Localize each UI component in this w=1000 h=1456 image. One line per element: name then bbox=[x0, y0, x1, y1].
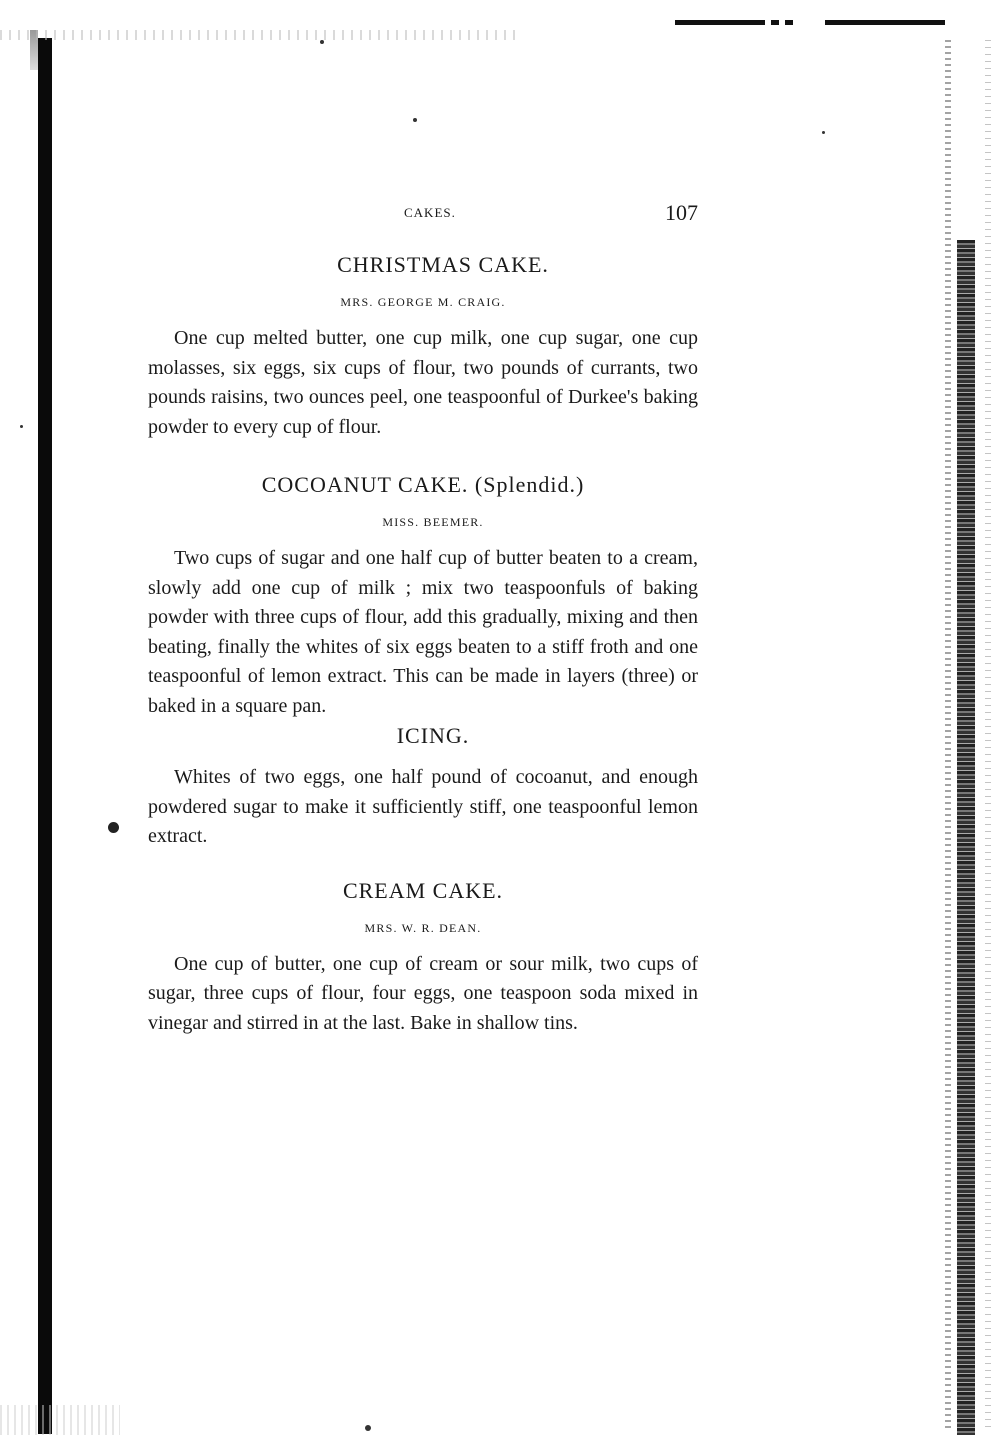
scan-speck bbox=[20, 425, 23, 428]
page-number: 107 bbox=[665, 200, 698, 225]
scan-binding-shadow bbox=[38, 38, 52, 1434]
running-head-section: CAKES. bbox=[404, 205, 456, 220]
scan-top-speckle bbox=[0, 30, 520, 40]
recipe-title: CHRISTMAS CAKE. bbox=[337, 252, 549, 277]
scan-right-edge bbox=[957, 240, 975, 1435]
recipe-author: MRS. GEORGE M. CRAIG. bbox=[340, 295, 506, 309]
recipe-text: One cup melted butter, one cup milk, one cup sugar, one cup molasses, six eggs, six cups of flour, two pounds of currants, two pounds raisins, two ounces peel, one teaspoonful of Durkee's baking powder to every cup of flour. bbox=[148, 327, 698, 438]
recipe-text: Two cups of sugar and one half cup of butter beaten to a cream, slowly add one cup of milk ; mix two teaspoonfuls of baking powder with three cups of flour, add this gradually, mixing and then beating, finally the whites of six eggs beaten to a stiff froth and one teaspoonful of lemon extract. This can be made in layers (three) or baked in a square pan. bbox=[148, 547, 698, 717]
running-head bbox=[148, 200, 698, 227]
recipe-cocoanut-cake bbox=[148, 470, 698, 721]
recipe-christmas-cake bbox=[148, 250, 698, 442]
scan-right-edge-thin bbox=[945, 40, 951, 1430]
recipe-text: Whites of two eggs, one half pound of cocoanut, and enough powdered sugar to make it sufficiently stiff, one teaspoonful lemon extract. bbox=[148, 766, 698, 847]
recipe-icing bbox=[148, 721, 698, 852]
recipe-title: COCOANUT CAKE. (Splendid.) bbox=[261, 472, 585, 497]
scan-bottom-smudge bbox=[0, 1405, 120, 1435]
scan-speck bbox=[365, 1425, 371, 1431]
scan-right-edge-outer bbox=[985, 40, 991, 1430]
scan-speck bbox=[413, 118, 417, 122]
scan-speck bbox=[822, 131, 825, 134]
scan-top-dashes bbox=[675, 20, 945, 25]
recipe-author: MISS. BEEMER. bbox=[382, 515, 484, 529]
recipe-title: CREAM CAKE. bbox=[342, 877, 504, 903]
recipe-text: One cup of butter, one cup of cream or sour milk, two cups of sugar, three cups of flour, four eggs, one teaspoon soda mixed in vinegar and stirred in at the last. Bake in shallow tins. bbox=[148, 952, 698, 1034]
recipe-author: MRS. W. R. DEAN. bbox=[364, 920, 482, 935]
page-body bbox=[148, 250, 698, 1038]
scan-speck bbox=[320, 40, 324, 44]
recipe-cream-cake bbox=[148, 876, 698, 1039]
ink-blot bbox=[108, 822, 119, 833]
recipe-title: ICING. bbox=[396, 723, 470, 748]
